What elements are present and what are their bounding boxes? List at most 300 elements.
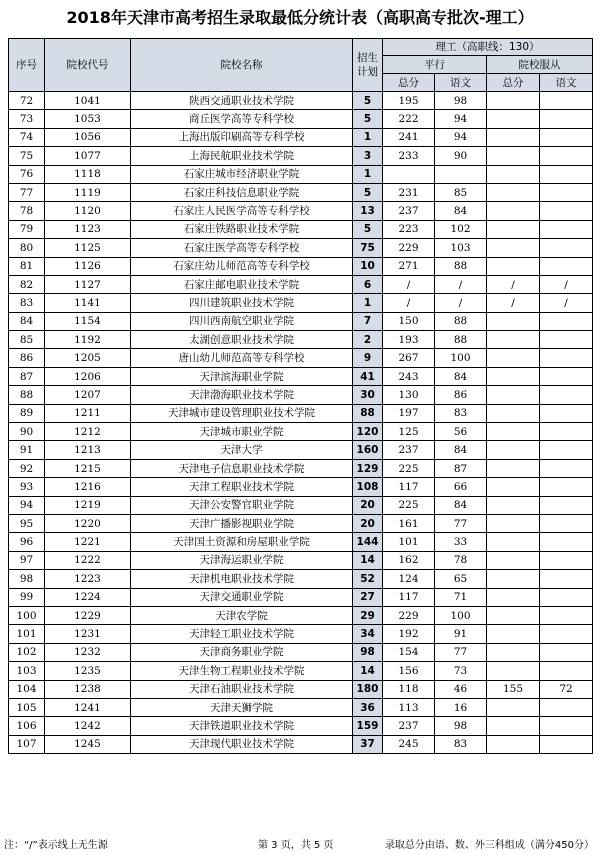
cell-obey-chinese: [540, 551, 593, 569]
cell-name: 石家庄人民医学高等专科学校: [131, 202, 353, 220]
cell-parallel-chinese: 77: [435, 643, 487, 661]
cell-code: 1123: [45, 220, 131, 238]
cell-code: 1235: [45, 662, 131, 680]
cell-seq: 85: [9, 331, 45, 349]
cell-parallel-total: 229: [383, 606, 435, 624]
cell-parallel-total: 154: [383, 643, 435, 661]
cell-name: 石家庄邮电职业技术学院: [131, 275, 353, 293]
cell-name: 陕西交通职业技术学院: [131, 92, 353, 110]
cell-obey-chinese: [540, 404, 593, 422]
cell-seq: 87: [9, 367, 45, 385]
table-body: [9, 92, 593, 754]
cell-name: 天津国土资源和房屋职业学院: [131, 533, 353, 551]
scoring-rule: 录取总分由语、数、外三科组成（满分450分）: [384, 840, 594, 851]
cell-parallel-total: 117: [383, 588, 435, 606]
cell-parallel-total: 237: [383, 202, 435, 220]
cell-parallel-total: 192: [383, 625, 435, 643]
cell-seq: 101: [9, 625, 45, 643]
header-parallel-chinese: 语文: [435, 74, 487, 92]
cell-name: 天津城市建设管理职业技术学院: [131, 404, 353, 422]
cell-code: 1232: [45, 643, 131, 661]
cell-obey-total: [487, 662, 540, 680]
cell-name: 唐山幼儿师范高等专科学校: [131, 349, 353, 367]
cell-parallel-total: 245: [383, 735, 435, 753]
cell-code: 1216: [45, 478, 131, 496]
cell-obey-chinese: [540, 257, 593, 275]
cell-name: 天津渤海职业技术学院: [131, 386, 353, 404]
cell-obey-total: [487, 514, 540, 532]
cell-code: 1207: [45, 386, 131, 404]
cell-obey-total: /: [487, 275, 540, 293]
cell-code: 1126: [45, 257, 131, 275]
table-row: [9, 128, 593, 146]
cell-obey-total: [487, 606, 540, 624]
cell-seq: 76: [9, 165, 45, 183]
cell-obey-total: [487, 496, 540, 514]
cell-plan: 34: [353, 625, 383, 643]
cell-name: 天津交通职业学院: [131, 588, 353, 606]
cell-obey-chinese: [540, 386, 593, 404]
cell-parallel-chinese: 33: [435, 533, 487, 551]
cell-code: 1238: [45, 680, 131, 698]
cell-code: 1154: [45, 312, 131, 330]
cell-name: 天津商务职业学院: [131, 643, 353, 661]
cell-plan: 160: [353, 441, 383, 459]
cell-plan: 159: [353, 717, 383, 735]
cell-obey-chinese: [540, 625, 593, 643]
cell-parallel-chinese: 16: [435, 698, 487, 716]
cell-plan: 120: [353, 423, 383, 441]
cell-parallel-chinese: 90: [435, 147, 487, 165]
table-row: [9, 643, 593, 661]
cell-plan: 180: [353, 680, 383, 698]
cell-plan: 3: [353, 147, 383, 165]
cell-name: 天津生物工程职业技术学院: [131, 662, 353, 680]
cell-name: 天津广播影视职业学院: [131, 514, 353, 532]
cell-obey-chinese: [540, 331, 593, 349]
cell-parallel-total: 225: [383, 459, 435, 477]
cell-obey-chinese: /: [540, 275, 593, 293]
cell-code: 1221: [45, 533, 131, 551]
cell-name: 天津滨海职业学院: [131, 367, 353, 385]
cell-seq: 79: [9, 220, 45, 238]
cell-code: 1242: [45, 717, 131, 735]
cell-code: 1141: [45, 294, 131, 312]
cell-obey-chinese: /: [540, 294, 593, 312]
cell-name: 天津铁道职业技术学院: [131, 717, 353, 735]
table-row: [9, 698, 593, 716]
cell-seq: 100: [9, 606, 45, 624]
cell-seq: 77: [9, 183, 45, 201]
cell-obey-chinese: [540, 698, 593, 716]
cell-obey-chinese: [540, 514, 593, 532]
table-row: [9, 220, 593, 238]
cell-parallel-total: /: [383, 294, 435, 312]
cell-parallel-total: 125: [383, 423, 435, 441]
cell-parallel-chinese: 85: [435, 183, 487, 201]
table-row: [9, 386, 593, 404]
cell-parallel-chinese: 77: [435, 514, 487, 532]
cell-parallel-total: 124: [383, 570, 435, 588]
cell-plan: 37: [353, 735, 383, 753]
cell-plan: 29: [353, 606, 383, 624]
cell-obey-total: [487, 239, 540, 257]
cell-seq: 90: [9, 423, 45, 441]
cell-obey-chinese: [540, 239, 593, 257]
cell-obey-chinese: 72: [540, 680, 593, 698]
cell-parallel-total: 223: [383, 220, 435, 238]
cell-parallel-chinese: 56: [435, 423, 487, 441]
cell-parallel-total: 243: [383, 367, 435, 385]
cell-code: 1192: [45, 331, 131, 349]
cell-name: 太湖创意职业技术学院: [131, 331, 353, 349]
cell-parallel-chinese: 66: [435, 478, 487, 496]
cell-name: 天津电子信息职业技术学院: [131, 459, 353, 477]
cell-obey-chinese: [540, 478, 593, 496]
cell-plan: 13: [353, 202, 383, 220]
cell-parallel-total: 193: [383, 331, 435, 349]
cell-obey-total: [487, 698, 540, 716]
cell-code: 1211: [45, 404, 131, 422]
table-row: [9, 533, 593, 551]
cell-seq: 92: [9, 459, 45, 477]
cell-obey-total: [487, 386, 540, 404]
cell-seq: 82: [9, 275, 45, 293]
cell-code: 1224: [45, 588, 131, 606]
cell-obey-chinese: [540, 588, 593, 606]
cell-obey-chinese: [540, 202, 593, 220]
cell-code: 1206: [45, 367, 131, 385]
table-row: [9, 514, 593, 532]
cell-obey-total: [487, 423, 540, 441]
cell-seq: 89: [9, 404, 45, 422]
cell-obey-chinese: [540, 183, 593, 201]
table-row: [9, 588, 593, 606]
footer-note: 注：“/”表示线上无生源: [4, 840, 108, 851]
cell-obey-chinese: [540, 643, 593, 661]
cell-seq: 81: [9, 257, 45, 275]
cell-seq: 83: [9, 294, 45, 312]
cell-name: 天津天狮学院: [131, 698, 353, 716]
table-row: [9, 441, 593, 459]
cell-parallel-total: 161: [383, 514, 435, 532]
cell-plan: 52: [353, 570, 383, 588]
cell-name: 天津公安警官职业学院: [131, 496, 353, 514]
cell-plan: 144: [353, 533, 383, 551]
cell-plan: 1: [353, 128, 383, 146]
cell-parallel-total: 229: [383, 239, 435, 257]
table-row: [9, 625, 593, 643]
table-row: [9, 257, 593, 275]
cell-code: 1125: [45, 239, 131, 257]
table-row: [9, 367, 593, 385]
cell-parallel-total: 197: [383, 404, 435, 422]
cell-name: 天津轻工职业技术学院: [131, 625, 353, 643]
cell-name: 石家庄城市经济职业学院: [131, 165, 353, 183]
cell-parallel-total: 150: [383, 312, 435, 330]
table-row: [9, 570, 593, 588]
cell-name: 天津大学: [131, 441, 353, 459]
header-name: 院校名称: [131, 39, 353, 92]
cell-code: 1219: [45, 496, 131, 514]
cell-obey-total: [487, 570, 540, 588]
cell-code: 1245: [45, 735, 131, 753]
cell-plan: 41: [353, 367, 383, 385]
table-row: [9, 92, 593, 110]
cell-code: 1118: [45, 165, 131, 183]
cell-parallel-chinese: 88: [435, 312, 487, 330]
cell-obey-total: [487, 367, 540, 385]
cell-plan: 5: [353, 92, 383, 110]
header-category: 理工（高职线：130）: [383, 39, 593, 56]
cell-obey-chinese: [540, 496, 593, 514]
cell-parallel-chinese: 100: [435, 606, 487, 624]
cell-parallel-chinese: 98: [435, 717, 487, 735]
table-row: [9, 680, 593, 698]
cell-parallel-total: 222: [383, 110, 435, 128]
cell-plan: 98: [353, 643, 383, 661]
cell-parallel-total: 195: [383, 92, 435, 110]
cell-obey-total: [487, 312, 540, 330]
table-row: [9, 717, 593, 735]
cell-parallel-total: 237: [383, 717, 435, 735]
page-title: 2018年天津市高考招生录取最低分统计表（高职高专批次-理工）: [66, 8, 534, 27]
cell-obey-chinese: [540, 312, 593, 330]
cell-code: 1213: [45, 441, 131, 459]
table-row: [9, 165, 593, 183]
cell-parallel-chinese: 84: [435, 441, 487, 459]
cell-plan: 1: [353, 165, 383, 183]
cell-parallel-total: 156: [383, 662, 435, 680]
table-row: [9, 294, 593, 312]
cell-code: 1229: [45, 606, 131, 624]
table-row: [9, 404, 593, 422]
cell-name: 天津农学院: [131, 606, 353, 624]
cell-obey-chinese: [540, 165, 593, 183]
cell-plan: 5: [353, 110, 383, 128]
cell-obey-chinese: [540, 423, 593, 441]
cell-obey-chinese: [540, 92, 593, 110]
cell-plan: 88: [353, 404, 383, 422]
cell-seq: 103: [9, 662, 45, 680]
cell-obey-total: [487, 110, 540, 128]
cell-parallel-chinese: 100: [435, 349, 487, 367]
cell-obey-total: [487, 404, 540, 422]
cell-plan: 5: [353, 183, 383, 201]
cell-code: 1222: [45, 551, 131, 569]
cell-obey-total: [487, 533, 540, 551]
cell-seq: 84: [9, 312, 45, 330]
cell-name: 天津石油职业技术学院: [131, 680, 353, 698]
cell-obey-chinese: [540, 570, 593, 588]
header-seq: 序号: [9, 39, 45, 92]
cell-parallel-chinese: [435, 165, 487, 183]
cell-seq: 107: [9, 735, 45, 753]
cell-obey-total: [487, 717, 540, 735]
cell-plan: 7: [353, 312, 383, 330]
cell-parallel-chinese: 98: [435, 92, 487, 110]
cell-obey-total: /: [487, 294, 540, 312]
cell-obey-chinese: [540, 662, 593, 680]
cell-seq: 97: [9, 551, 45, 569]
cell-plan: 14: [353, 662, 383, 680]
cell-obey-total: [487, 92, 540, 110]
cell-name: 天津城市职业学院: [131, 423, 353, 441]
cell-obey-chinese: [540, 349, 593, 367]
table-row: [9, 459, 593, 477]
cell-obey-total: 155: [487, 680, 540, 698]
cell-name: 天津现代职业技术学院: [131, 735, 353, 753]
cell-obey-total: [487, 331, 540, 349]
cell-parallel-chinese: 91: [435, 625, 487, 643]
cell-plan: 30: [353, 386, 383, 404]
cell-name: 商丘医学高等专科学校: [131, 110, 353, 128]
cell-parallel-chinese: 84: [435, 367, 487, 385]
cell-parallel-chinese: 71: [435, 588, 487, 606]
header-obey-total: 总分: [487, 74, 540, 92]
header-code: 院校代号: [45, 39, 131, 92]
cell-obey-total: [487, 588, 540, 606]
cell-code: 1215: [45, 459, 131, 477]
table-row: [9, 331, 593, 349]
header-plan: 招生计划: [353, 39, 383, 92]
cell-parallel-total: 267: [383, 349, 435, 367]
admission-score-table: [8, 38, 593, 754]
header-obey: 院校服从: [487, 56, 593, 74]
cell-parallel-total: 233: [383, 147, 435, 165]
cell-seq: 74: [9, 128, 45, 146]
table-header: [9, 39, 593, 92]
cell-seq: 105: [9, 698, 45, 716]
cell-parallel-total: 101: [383, 533, 435, 551]
cell-plan: 9: [353, 349, 383, 367]
table-row: [9, 478, 593, 496]
cell-seq: 95: [9, 514, 45, 532]
cell-obey-chinese: [540, 441, 593, 459]
cell-parallel-total: 241: [383, 128, 435, 146]
cell-name: 上海民航职业技术学院: [131, 147, 353, 165]
cell-code: 1120: [45, 202, 131, 220]
header-parallel-total: 总分: [383, 74, 435, 92]
table-row: [9, 735, 593, 753]
cell-parallel-chinese: 73: [435, 662, 487, 680]
cell-seq: 73: [9, 110, 45, 128]
table-row: [9, 662, 593, 680]
cell-parallel-total: 271: [383, 257, 435, 275]
cell-parallel-chinese: 87: [435, 459, 487, 477]
cell-code: 1241: [45, 698, 131, 716]
cell-obey-total: [487, 257, 540, 275]
cell-parallel-chinese: 88: [435, 257, 487, 275]
cell-seq: 86: [9, 349, 45, 367]
cell-parallel-total: 117: [383, 478, 435, 496]
cell-code: 1077: [45, 147, 131, 165]
cell-obey-total: [487, 459, 540, 477]
cell-parallel-chinese: 65: [435, 570, 487, 588]
cell-seq: 102: [9, 643, 45, 661]
cell-obey-total: [487, 478, 540, 496]
header-parallel: 平行: [383, 56, 487, 74]
cell-obey-total: [487, 202, 540, 220]
cell-parallel-total: [383, 165, 435, 183]
cell-name: 四川建筑职业技术学院: [131, 294, 353, 312]
cell-plan: 75: [353, 239, 383, 257]
cell-parallel-total: 237: [383, 441, 435, 459]
cell-obey-total: [487, 349, 540, 367]
cell-obey-total: [487, 441, 540, 459]
cell-parallel-chinese: 94: [435, 110, 487, 128]
cell-parallel-chinese: 46: [435, 680, 487, 698]
cell-parallel-total: 162: [383, 551, 435, 569]
cell-obey-total: [487, 128, 540, 146]
cell-obey-chinese: [540, 110, 593, 128]
header-obey-chinese: 语文: [540, 74, 593, 92]
cell-parallel-chinese: /: [435, 275, 487, 293]
cell-parallel-total: 113: [383, 698, 435, 716]
cell-plan: 2: [353, 331, 383, 349]
cell-code: 1223: [45, 570, 131, 588]
cell-name: 四川西南航空职业学院: [131, 312, 353, 330]
table-row: [9, 349, 593, 367]
cell-seq: 72: [9, 92, 45, 110]
cell-name: 石家庄铁路职业技术学院: [131, 220, 353, 238]
table-row: [9, 496, 593, 514]
cell-parallel-chinese: 83: [435, 404, 487, 422]
cell-code: 1231: [45, 625, 131, 643]
cell-seq: 78: [9, 202, 45, 220]
cell-seq: 104: [9, 680, 45, 698]
cell-name: 天津海运职业学院: [131, 551, 353, 569]
table-row: [9, 147, 593, 165]
cell-parallel-chinese: 94: [435, 128, 487, 146]
cell-name: 石家庄幼儿师范高等专科学校: [131, 257, 353, 275]
cell-code: 1205: [45, 349, 131, 367]
cell-obey-total: [487, 735, 540, 753]
page-number: 第 3 页，共 5 页: [258, 840, 334, 851]
cell-plan: 14: [353, 551, 383, 569]
cell-obey-total: [487, 625, 540, 643]
cell-parallel-total: 231: [383, 183, 435, 201]
cell-obey-chinese: [540, 459, 593, 477]
cell-obey-total: [487, 551, 540, 569]
cell-parallel-total: 118: [383, 680, 435, 698]
cell-plan: 10: [353, 257, 383, 275]
cell-code: 1212: [45, 423, 131, 441]
cell-obey-total: [487, 183, 540, 201]
cell-parallel-chinese: 102: [435, 220, 487, 238]
cell-parallel-chinese: 84: [435, 202, 487, 220]
cell-seq: 80: [9, 239, 45, 257]
cell-parallel-chinese: 78: [435, 551, 487, 569]
cell-code: 1056: [45, 128, 131, 146]
table-row: [9, 312, 593, 330]
cell-plan: 108: [353, 478, 383, 496]
table-row: [9, 110, 593, 128]
cell-obey-chinese: [540, 717, 593, 735]
cell-seq: 98: [9, 570, 45, 588]
cell-plan: 129: [353, 459, 383, 477]
table-row: [9, 183, 593, 201]
cell-plan: 1: [353, 294, 383, 312]
cell-obey-total: [487, 147, 540, 165]
cell-seq: 99: [9, 588, 45, 606]
cell-parallel-chinese: /: [435, 294, 487, 312]
cell-code: 1127: [45, 275, 131, 293]
cell-parallel-chinese: 83: [435, 735, 487, 753]
cell-obey-total: [487, 165, 540, 183]
cell-name: 石家庄医学高等专科学校: [131, 239, 353, 257]
cell-obey-chinese: [540, 367, 593, 385]
